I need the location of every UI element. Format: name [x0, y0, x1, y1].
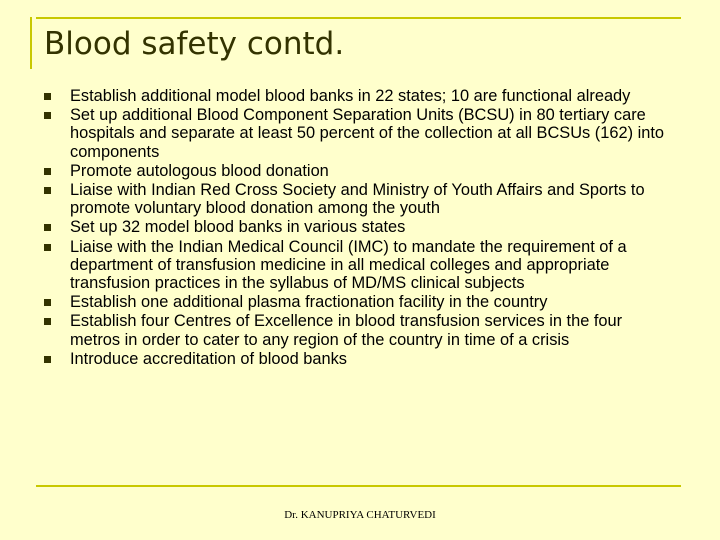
square-bullet-icon — [44, 299, 51, 306]
footer-author: Dr. KANUPRIYA CHATURVEDI — [284, 509, 436, 521]
bullet-item — [44, 312, 674, 348]
bullet-text: Liaise with the Indian Medical Council (IMC) to mandate the requirement of a department of transfusion medicine in all medical colleges and appropriate transfusion practices in the syllabus of MD/MS clinical subjects — [70, 237, 627, 293]
bullet-item — [44, 162, 674, 180]
bullet-text: Establish one additional plasma fractionation facility in the country — [70, 293, 548, 312]
bullet-item — [44, 218, 674, 236]
square-bullet-icon — [44, 356, 51, 363]
bullet-text: Liaise with Indian Red Cross Society and Ministry of Youth Affairs and Sports to promote voluntary blood donation among the youth — [70, 181, 645, 218]
square-bullet-icon — [44, 112, 51, 119]
square-bullet-icon — [44, 224, 51, 231]
bullet-text: Set up additional Blood Component Separation Units (BCSU) in 80 tertiary care hospitals and separate at least 50 percent of the collection at all BCSUs (162) into components — [70, 106, 665, 161]
bullet-item — [44, 293, 674, 311]
bullet-item — [44, 87, 674, 105]
bullet-text: Establish additional model blood banks in 22 states; 10 are functional already — [70, 87, 631, 105]
slide-title: Blood safety contd. — [44, 26, 345, 62]
bullet-text: Establish four Centres of Excellence in blood transfusion services in the four metros in order to cater to any region of the country in time of a crisis — [70, 312, 623, 349]
left-rule — [30, 17, 32, 69]
bullet-text: Promote autologous blood donation — [70, 161, 329, 180]
square-bullet-icon — [44, 168, 51, 175]
bullet-list — [44, 87, 674, 369]
bullet-item — [44, 106, 674, 161]
square-bullet-icon — [44, 318, 51, 325]
square-bullet-icon — [44, 93, 51, 100]
bullet-text: Introduce accreditation of blood banks — [70, 349, 348, 368]
bullet-item — [44, 350, 674, 368]
bullet-item — [44, 238, 674, 293]
square-bullet-icon — [44, 244, 51, 251]
bullet-item — [44, 181, 674, 217]
bottom-rule — [36, 485, 681, 487]
square-bullet-icon — [44, 187, 51, 194]
top-rule — [36, 17, 681, 19]
bullet-text: Set up 32 model blood banks in various states — [70, 218, 406, 237]
